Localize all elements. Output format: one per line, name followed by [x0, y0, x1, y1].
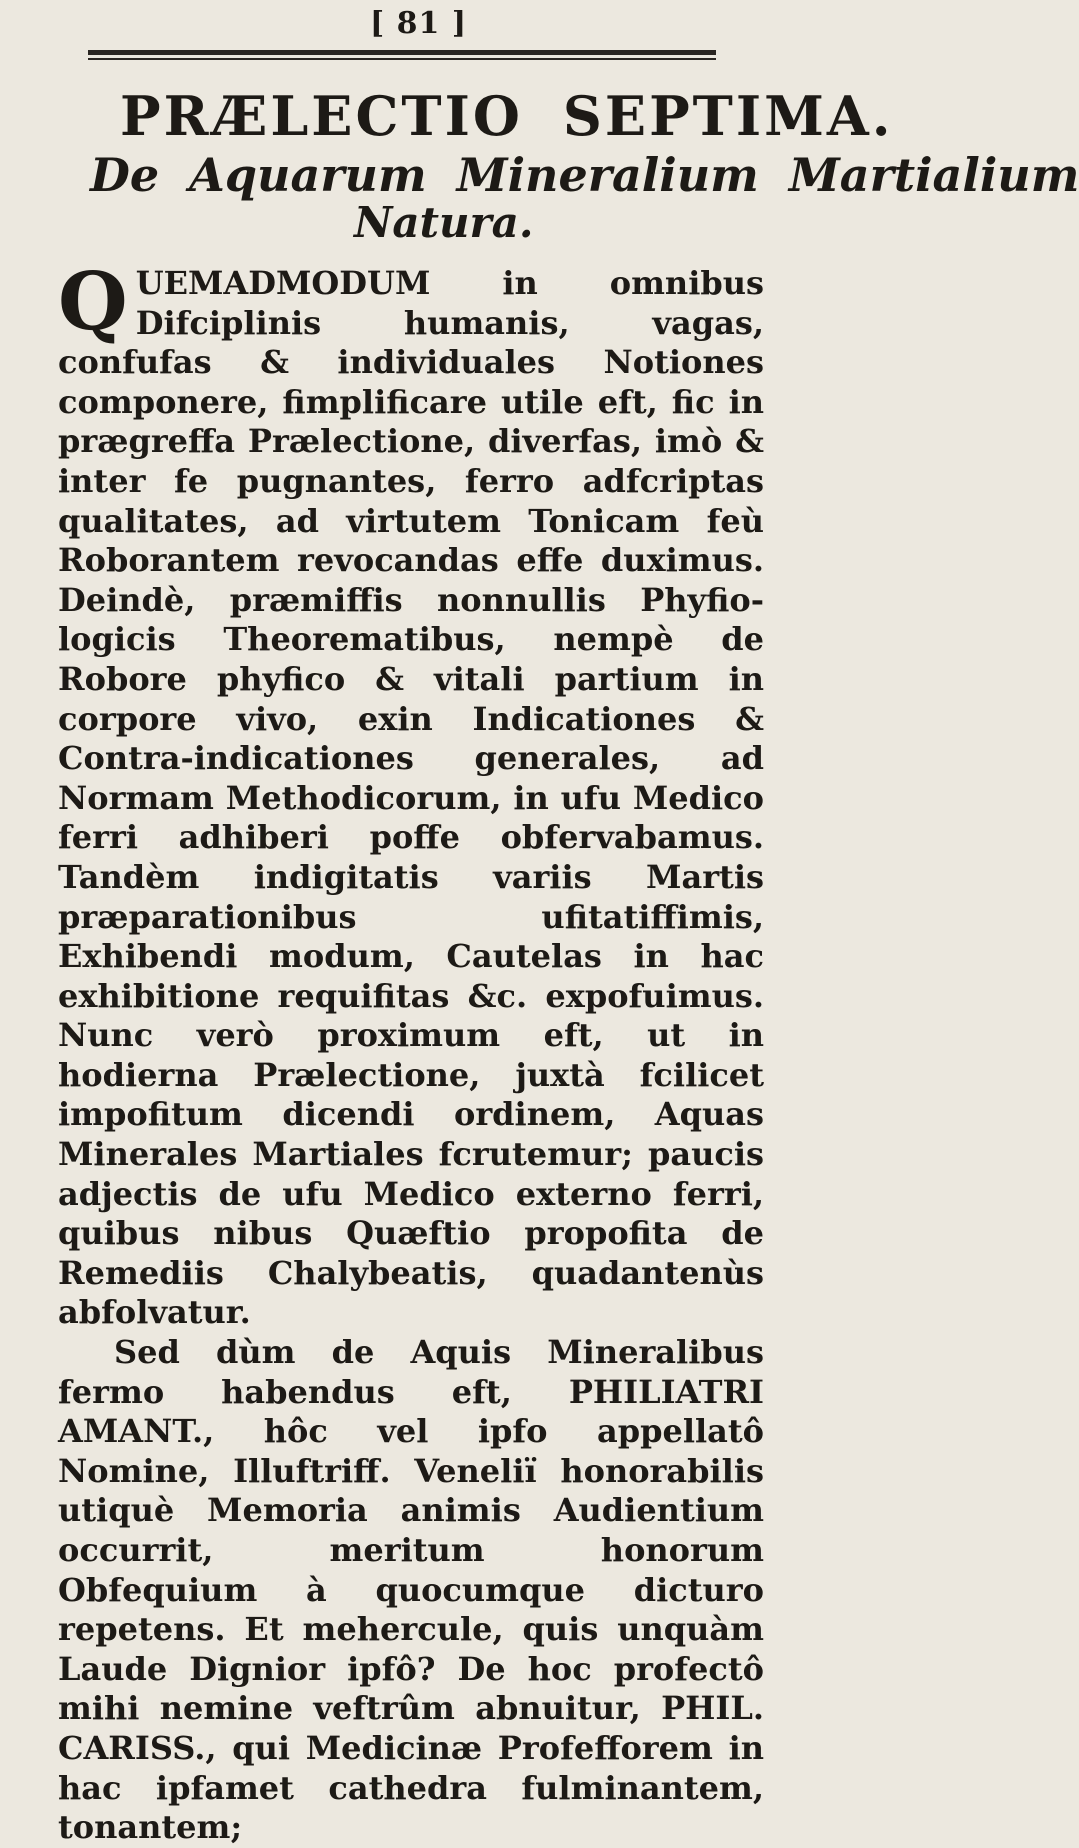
- paragraph-1-text: UEMADMODUM in omnibus Difciplinis humanis, vagas, confufas & individuales Notiones componere, fimplificare utile eft, fic in prægreffa Prælectione, diverfas, imò & inter fe pugnantes, ferro adfcriptas qualitates, ad virtutem Tonicam feù Roborantem revocandas effe duximus. Deindè, præmiffis nonnullis Phyfio-logicis Theorematibus, nempè de Robore phyfico & vitali partium in corpore vivo, exin Indicationes & Contra-indicationes generales, ad Normam Methodicorum, in ufu Medico ferri adhiberi poffe obfervabamus. Tandèm indigitatis variis Martis præparationibus ufitatiffimis, Exhibendi modum, Cautelas in hac exhibitione requifitas &c. expofuimus. Nunc verò proximum eft, ut in hodierna Prælectione, juxtà fcilicet impofitum dicendi ordinem, Aquas Minerales Martiales fcrutemur; paucis adjectis de ufu Medico externo ferri, quibus nibus Quæftio propofita de Remediis Chalybeatis, quadantenùs abfolvatur.: [58, 264, 764, 1332]
- drop-cap: Q: [58, 254, 128, 348]
- header-rule-thick: [88, 50, 716, 55]
- chapter-subtitle-2: Natura.: [354, 198, 534, 247]
- title-word-2: SEPTIMA.: [562, 84, 894, 148]
- body-text: [58, 254, 764, 1848]
- paragraph-1: [58, 254, 764, 1333]
- page-number: [ 81 ]: [370, 6, 468, 41]
- title-word-1: PRÆLECTIO: [120, 84, 523, 148]
- header-rule-thin: [88, 58, 716, 60]
- chapter-subtitle: De Aquarum Mineralium Martialium: [90, 148, 1079, 202]
- paragraph-2-text: Sed dùm de Aquis Mineralibus fermo habendus eft, PHILIATRI AMANT., hôc vel ipfo appellatô Nomine, Illuftriff. Veneliï honorabilis utiquè Memoria animis Audientium occurrit, meritum honorum Obfequium à quocumque dicturo repetens. Et mehercule, quis unquàm Laude Dignior ipfô? De hoc profectô mihi nemine veftrûm abnuitur, PHIL. CARISS., qui Medicinæ Profefforem in hac ipfamet cathedra fulminantem, tonantem;: [58, 1333, 764, 1847]
- chapter-title: [120, 84, 894, 148]
- paragraph-2: [58, 1333, 764, 1848]
